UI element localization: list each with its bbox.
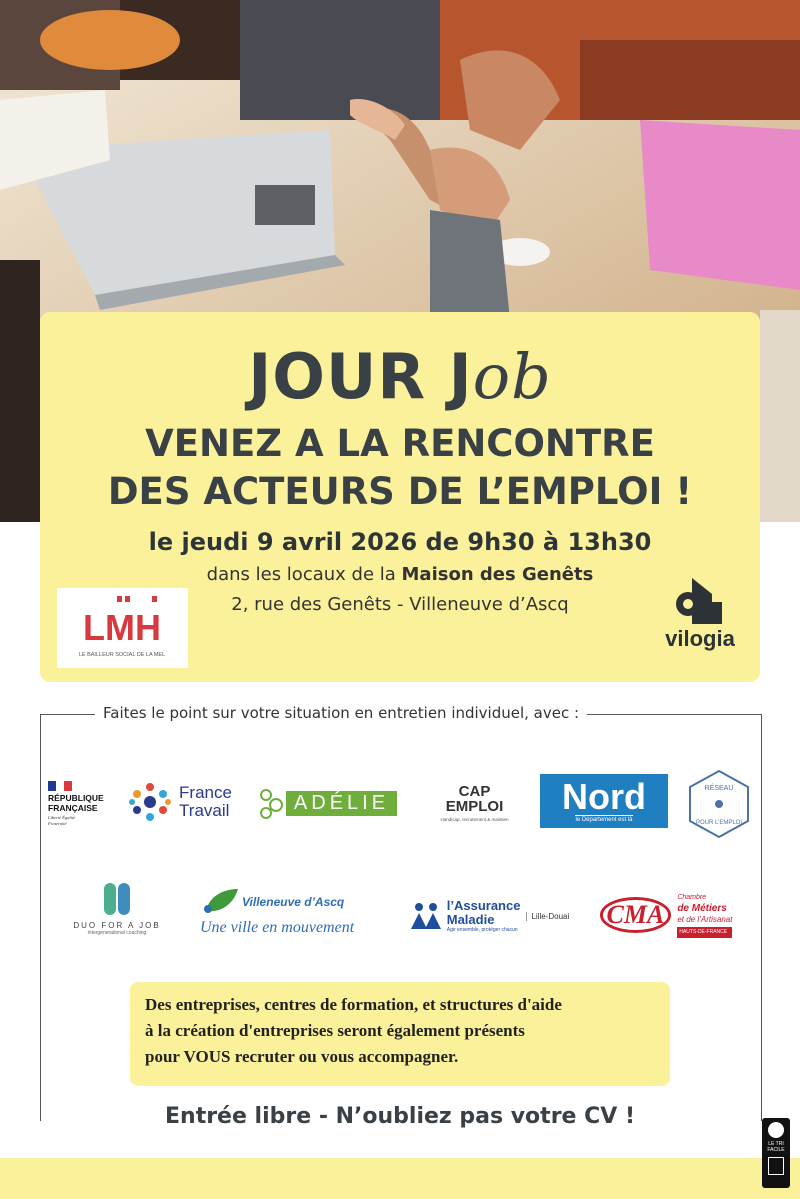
republique-francaise-logo [48,774,110,834]
reseau-line-1: RÉSEAU [704,785,734,792]
assurance-tagline: Agir ensemble, protéger chacun [446,926,518,933]
bottom-strip [0,1158,800,1199]
duo-for-a-job-logo [72,874,162,942]
villeneuve-line-1: Villeneuve d’Ascq [242,895,345,909]
event-title-main: JOUR J [248,340,473,413]
info-text [145,992,665,1070]
cap-emploi-tagline: Handicap, recrutement & maintien [440,817,509,822]
adelie-icon [258,783,286,823]
cma-line-3: et de l’Artisanat [677,915,733,924]
vilogia-icon [670,574,730,628]
lmh-tagline: LE BAILLEUR SOCIAL DE LA MEL [78,652,166,658]
france-travail-logo [122,776,237,828]
cap-emploi-line-2: EMPLOI [445,798,504,815]
france-travail-icon [127,779,173,825]
adelie-logo [250,780,405,826]
event-title [40,340,760,413]
reseau-hexagon-icon [686,768,752,840]
partners-label: Faites le point sur votre situation en entretien individuel, avec : [95,704,587,722]
recycle-icon [768,1122,784,1138]
assurance-maladie-people-icon [409,899,443,933]
venue-name: Maison des Genêts [401,564,594,585]
cma-line-2: de Métiers [677,903,727,914]
vilogia-text: vilogia [665,626,735,651]
lmh-logo [57,588,188,668]
lmh-logo-text: LMH [83,607,161,648]
cma-line-1: Chambre [677,894,707,901]
nord-text: Nord [562,776,646,817]
headline-line-2: DES ACTEURS DE L’EMPLOI ! [107,470,693,513]
reseau-line-2: POUR L’EMPLOI [695,820,743,826]
nord-logo [540,774,668,828]
cma-logo [596,888,736,942]
venue-prefix: dans les locaux de la [206,564,402,585]
duo-tagline: intergenerational coaching [87,929,147,936]
france-travail-line-2: Travail [179,801,230,820]
republique-line-2: FRANÇAISE [48,803,98,813]
assurance-line-1: l’Assurance [446,897,521,913]
republique-line-1: RÉPUBLIQUE [48,793,104,803]
tri-facile-text: LE TRI FACILE [767,1141,785,1153]
cma-text: CMA [600,897,672,933]
cap-emploi-logo [432,776,517,830]
cma-region: HAUTS-DE-FRANCE [677,927,732,938]
event-address: 2, rue des Genêts - Villeneuve d’Ascq [231,594,569,615]
headline-line-1: VENEZ A LA RENCONTRE [145,422,655,465]
duo-text: DUO FOR A JOB [73,920,161,930]
tri-facile-badge [762,1118,790,1188]
reseau-pour-emploi-logo [686,768,752,840]
nord-tagline: le Département est là [575,817,633,823]
duo-icon [102,881,132,917]
france-travail-line-1: France [179,783,232,802]
info-line-1: Des entreprises, centres de formation, et structures d'aide [145,995,562,1014]
villeneuve-leaf-icon [200,887,240,917]
bin-icon [768,1157,784,1175]
info-line-3: pour VOUS recruter ou vous accompagner. [145,1047,459,1066]
info-line-2: à la création d'entreprises seront également présents [145,1021,525,1040]
french-flag-icon [48,781,72,791]
lmh-logo-mark [57,588,188,668]
villeneuve-dascq-logo [200,882,370,942]
assurance-region: Lille-Douai [526,912,569,921]
assurance-line-2: Maladie [446,911,495,927]
adelie-text: ADÉLIE [286,791,397,816]
villeneuve-line-2: Une ville en mouvement [200,919,355,936]
cap-emploi-line-1: CAP [458,783,491,800]
event-date: le jeudi 9 avril 2026 de 9h30 à 13h30 [148,528,652,556]
footer-cta: Entrée libre - N’oubliez pas votre CV ! [165,1104,635,1129]
vilogia-logo [655,570,745,656]
event-headline [40,420,760,516]
assurance-maladie-logo [396,890,582,942]
republique-motto: Liberté Égalité Fraternité [48,815,76,826]
event-title-ob: ob [472,340,552,413]
event-venue [40,564,760,585]
